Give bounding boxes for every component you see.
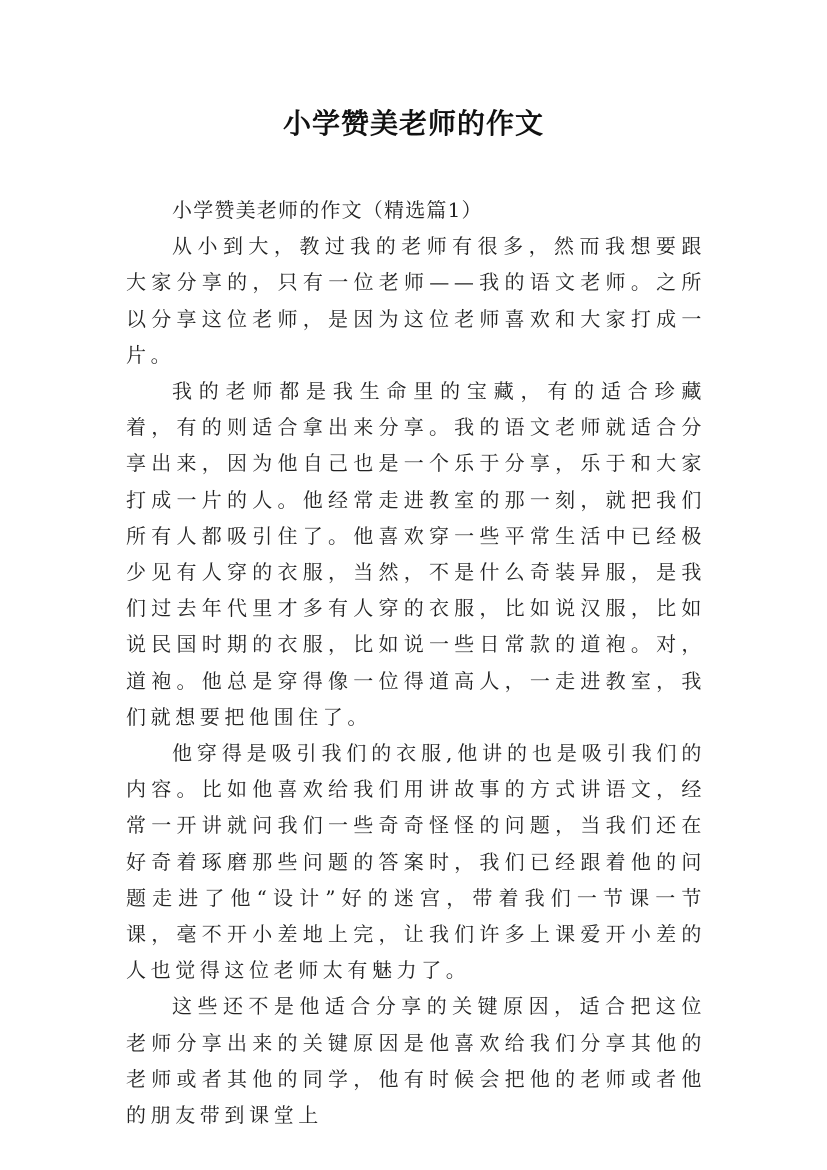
document-title: 小学赞美老师的作文 xyxy=(282,107,544,140)
paragraph-2: 我的老师都是我生命里的宝藏，有的适合珍藏着，有的则适合拿出来分享。我的语文老师就适合分享出来，因为他自己也是一个乐于分享，乐于和大家打成一片的人。他经常走进教室的那一刻，就把我们所有人都吸引住了。他喜欢穿一些平常生活中已经极少见有人穿的衣服，当然，不是什么奇装异服，是我们过去年代里才多有人穿的衣服，比如说汉服，比如说民国时期的衣服，比如说一些日常款的道袍。对，道袍。他总是穿得像一位得道高人，一走进教室，我们就想要把他围住了。 xyxy=(126,379,706,729)
paragraph-3: 他穿得是吸引我们的衣服,他讲的也是吸引我们的内容。比如他喜欢给我们用讲故事的方式讲语文，经常一开讲就问我们一些奇奇怪怪的问题，当我们还在好奇着琢磨那些问题的答案时，我们已经跟着他的问题走进了他“设计”好的迷宫，带着我们一节课一节课，毫不开小差地上完，让我们许多上课爱开小差的人也觉得这位老师太有魅力了。 xyxy=(126,741,706,983)
document-body xyxy=(126,192,706,1133)
paragraph-1: 从小到大，教过我的老师有很多，然而我想要跟大家分享的，只有一位老师——我的语文老师。之所以分享这位老师，是因为这位老师喜欢和大家打成一片。 xyxy=(126,234,706,367)
paragraph-4: 这些还不是他适合分享的关键原因，适合把这位老师分享出来的关键原因是他喜欢给我们分享其他的老师或者其他的同学，他有时候会把他的老师或者他的朋友带到课堂上 xyxy=(126,994,706,1128)
essay-subtitle: 小学赞美老师的作文（精选篇1） xyxy=(172,198,483,222)
